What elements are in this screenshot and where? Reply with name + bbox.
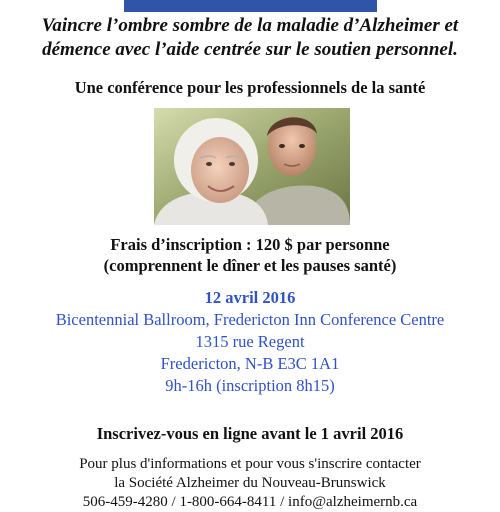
event-date: 12 avril 2016 (204, 288, 296, 307)
fees-includes-line: (comprennent le dîner et les pauses santé) (103, 256, 397, 275)
contact-line-1: Pour plus d'informations et pour vous s'inscrire contacter (79, 456, 421, 472)
event-venue: Bicentennial Ballroom, Fredericton Inn Conference Centre (55, 310, 445, 329)
registration-deadline: Inscrivez-vous en ligne avant le 1 avril 2016 (96, 424, 404, 443)
event-street: 1315 rue Regent (195, 332, 305, 351)
conference-tagline (0, 14, 500, 62)
contact-line-3: 506-459-4280 / 1-800-664-8411 / info@alzheimernb.ca (82, 494, 418, 510)
fees-line: Frais d’inscription : 120 $ par personne (110, 235, 390, 254)
contact-info (0, 455, 500, 512)
event-hours: 9h-16h (inscription 8h15) (165, 376, 335, 395)
event-details (0, 287, 500, 397)
event-city: Fredericton, N-B E3C 1A1 (160, 354, 340, 373)
registration-fees (0, 234, 500, 276)
tagline-line-2: démence avec l’aide centrée sur le soutien personnel. (42, 39, 458, 60)
tagline-line-1: Vaincre l’ombre sombre de la maladie d’Alzheimer et (41, 15, 459, 36)
elderly-woman-and-man-photo (154, 108, 350, 225)
conference-subtitle: Une conférence pour les professionnels de la santé (74, 78, 426, 97)
photo-illustration (154, 108, 350, 225)
contact-line-2: la Société Alzheimer du Nouveau-Brunswick (114, 475, 386, 491)
header-color-band (124, 0, 377, 12)
